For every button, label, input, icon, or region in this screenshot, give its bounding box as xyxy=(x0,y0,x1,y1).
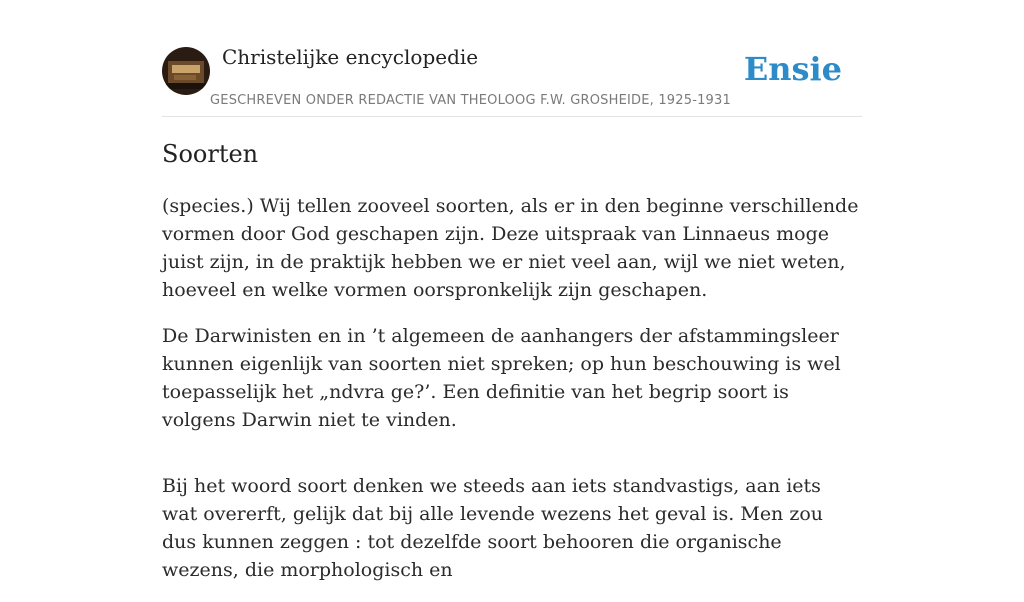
article-title: Soorten xyxy=(162,140,259,168)
article-body xyxy=(162,192,862,602)
site-header xyxy=(162,0,862,117)
ensie-logo-link[interactable]: Ensie xyxy=(743,50,842,88)
site-title[interactable]: Christelijke encyclopedie xyxy=(222,45,479,69)
article-paragraph: De Darwinisten en in ’t algemeen de aanhangers der afstammingsleer kunnen eigenlijk van soorten niet spreken; op hun beschouwing is wel toepasselijk het „ndvra ge?’. Een definitie van het begrip soort is volgens Darwin niet te vinden. xyxy=(162,325,841,431)
book-photo-icon[interactable] xyxy=(162,47,210,95)
article-paragraph: (species.) Wij tellen zooveel soorten, als er in den beginne verschillende vormen door God geschapen zijn. Deze uitspraak van Linnaeus moge juist zijn, in de praktijk hebben we er niet veel aan, wijl we niet weten, hoeveel en welke vormen oorspronkelijk zijn geschapen. xyxy=(162,195,859,301)
page xyxy=(162,0,862,581)
site-subtitle: GESCHREVEN ONDER REDACTIE VAN THEOLOOG F.W. GROSHEIDE, 1925-1931 xyxy=(210,93,731,108)
article-paragraph: Bij het woord soort denken we steeds aan iets standvastigs, aan iets wat overerft, gelijk dat bij alle levende wezens het geval is. Men zou dus kunnen zeggen : tot dezelfde soort behooren die organische wezens, die morphologisch en xyxy=(162,475,824,581)
